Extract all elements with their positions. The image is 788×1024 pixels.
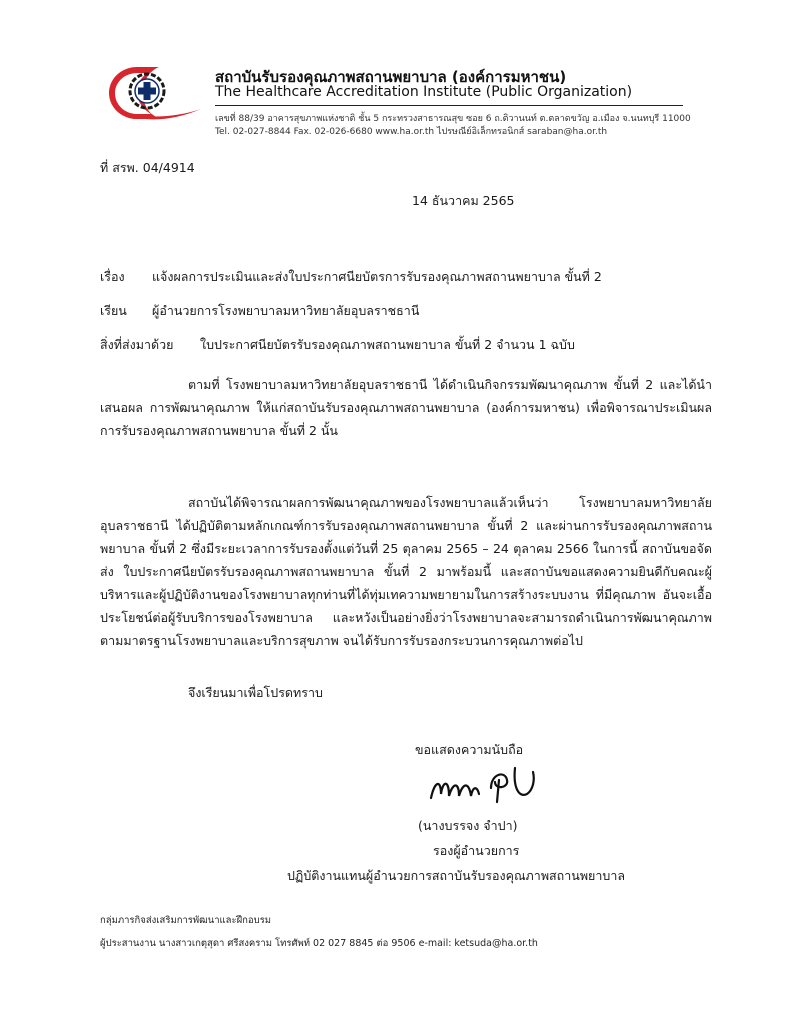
recipient-label: เรียน	[100, 303, 127, 318]
org-contact: Tel. 02-027-8844 Fax. 02-026-6680 www.ha.or.th ไปรษณีย์อิเล็กทรอนิกส์ saraban@ha.or.th	[215, 127, 608, 137]
body-paragraph-2	[100, 491, 712, 652]
letter-date: 14 ธันวาคม 2565	[412, 193, 515, 208]
subject-text: แจ้งผลการประเมินและส่งใบประกาศนียบัตรการรับรองคุณภาพสถานพยาบาล ขั้นที่ 2	[152, 269, 602, 284]
footer-coordinator: ผู้ประสานงาน นางสาวเกตุสุดา ศรีสงคราม โทรศัพท์ 02 027 8845 ต่อ 9506 e-mail: ketsuda@ha.or.th	[100, 938, 538, 949]
signer-position: รองผู้อำนวยการ	[433, 843, 520, 858]
recipient-text: ผู้อำนวยการโรงพยาบาลมหาวิทยาลัยอุบลราชธานี	[152, 303, 420, 318]
handwritten-signature	[425, 758, 545, 806]
subject-label: เรื่อง	[100, 269, 125, 284]
ha-logo	[103, 63, 207, 123]
org-name-english: The Healthcare Accreditation Institute (Public Organization)	[215, 84, 633, 100]
closing-text: ขอแสดงความนับถือ	[415, 742, 524, 757]
signer-name: (นางบรรจง จำปา)	[418, 818, 518, 833]
reference-number: ที่ สรพ. 04/4914	[100, 160, 195, 175]
enclosure-text: ใบประกาศนียบัตรรับรองคุณภาพสถานพยาบาล ขั้นที่ 2 จำนวน 1 ฉบับ	[200, 337, 575, 352]
paragraph-1-text: ตามที่ โรงพยาบาลมหาวิทยาลัยอุบลราชธานี ได้ดำเนินกิจกรรมพัฒนาคุณภาพ ขั้นที่ 2 และได้นำเสนอผล การพัฒนาคุณภาพ ให้แก่สถาบันรับรองคุณภาพสถานพยาบาล (องค์การมหาชน) เพื่อพิจารณาประเมินผลการรับรองคุณภาพสถานพยาบาล ขั้นที่ 2 นั้น	[100, 377, 712, 438]
body-paragraph-3: จึงเรียนมาเพื่อโปรดทราบ	[188, 685, 323, 700]
footer-department: กลุ่มภารกิจส่งเสริมการพัฒนาและฝึกอบรม	[100, 915, 272, 926]
org-address: เลขที่ 88/39 อาคารสุขภาพแห่งชาติ ชั้น 5 กระทรวงสาธารณสุข ซอย 6 ถ.ติวานนท์ ต.ตลาดขวัญ อ.เมือง จ.นนทบุรี 11000	[215, 114, 691, 124]
letterhead-divider	[215, 105, 683, 106]
enclosure-label: สิ่งที่ส่งมาด้วย	[100, 337, 174, 352]
body-paragraph-1	[100, 373, 712, 442]
signer-unit: ปฏิบัติงานแทนผู้อำนวยการสถาบันรับรองคุณภาพสถานพยาบาล	[287, 868, 626, 883]
org-name-thai: สถาบันรับรองคุณภาพสถานพยาบาล (องค์การมหาชน)	[215, 68, 567, 86]
paragraph-2-text: สถาบันได้พิจารณาผลการพัฒนาคุณภาพของโรงพยาบาลแล้วเห็นว่า โรงพยาบาลมหาวิทยาลัยอุบลราชธานี ได้ปฏิบัติตามหลักเกณฑ์การรับรองคุณภาพสถานพยาบาล ขั้นที่ 2 และผ่านการรับรองคุณภาพสถานพยาบาล ขั้นที่ 2 ซึ่งมีระยะเวลาการรับรองตั้งแต่วันที่ 25 ตุลาคม 2565 – 24 ตุลาคม 2566 ในการนี้ สถาบันขอจัดส่ง ใบประกาศนียบัตรรับรองคุณภาพสถานพยาบาล ขั้นที่ 2 มาพร้อมนี้ และสถาบันขอแสดงความยินดีกับคณะผู้บริหารและผู้ปฏิบัติงานของโรงพยาบาลทุกท่านที่ได้ทุ่มเทความพยายามในการสร้างระบบงาน ที่มีคุณภาพ อันจะเอื้อประโยชน์ต่อผู้รับบริการของโรงพยาบาล และหวังเป็นอย่างยิ่งว่าโรงพยาบาลจะสามารถดำเนินการพัฒนาคุณภาพตามมาตรฐานโรงพยาบาลและบริการสุขภาพ จนได้รับการรับรองกระบวนการคุณภาพต่อไป	[100, 495, 712, 648]
